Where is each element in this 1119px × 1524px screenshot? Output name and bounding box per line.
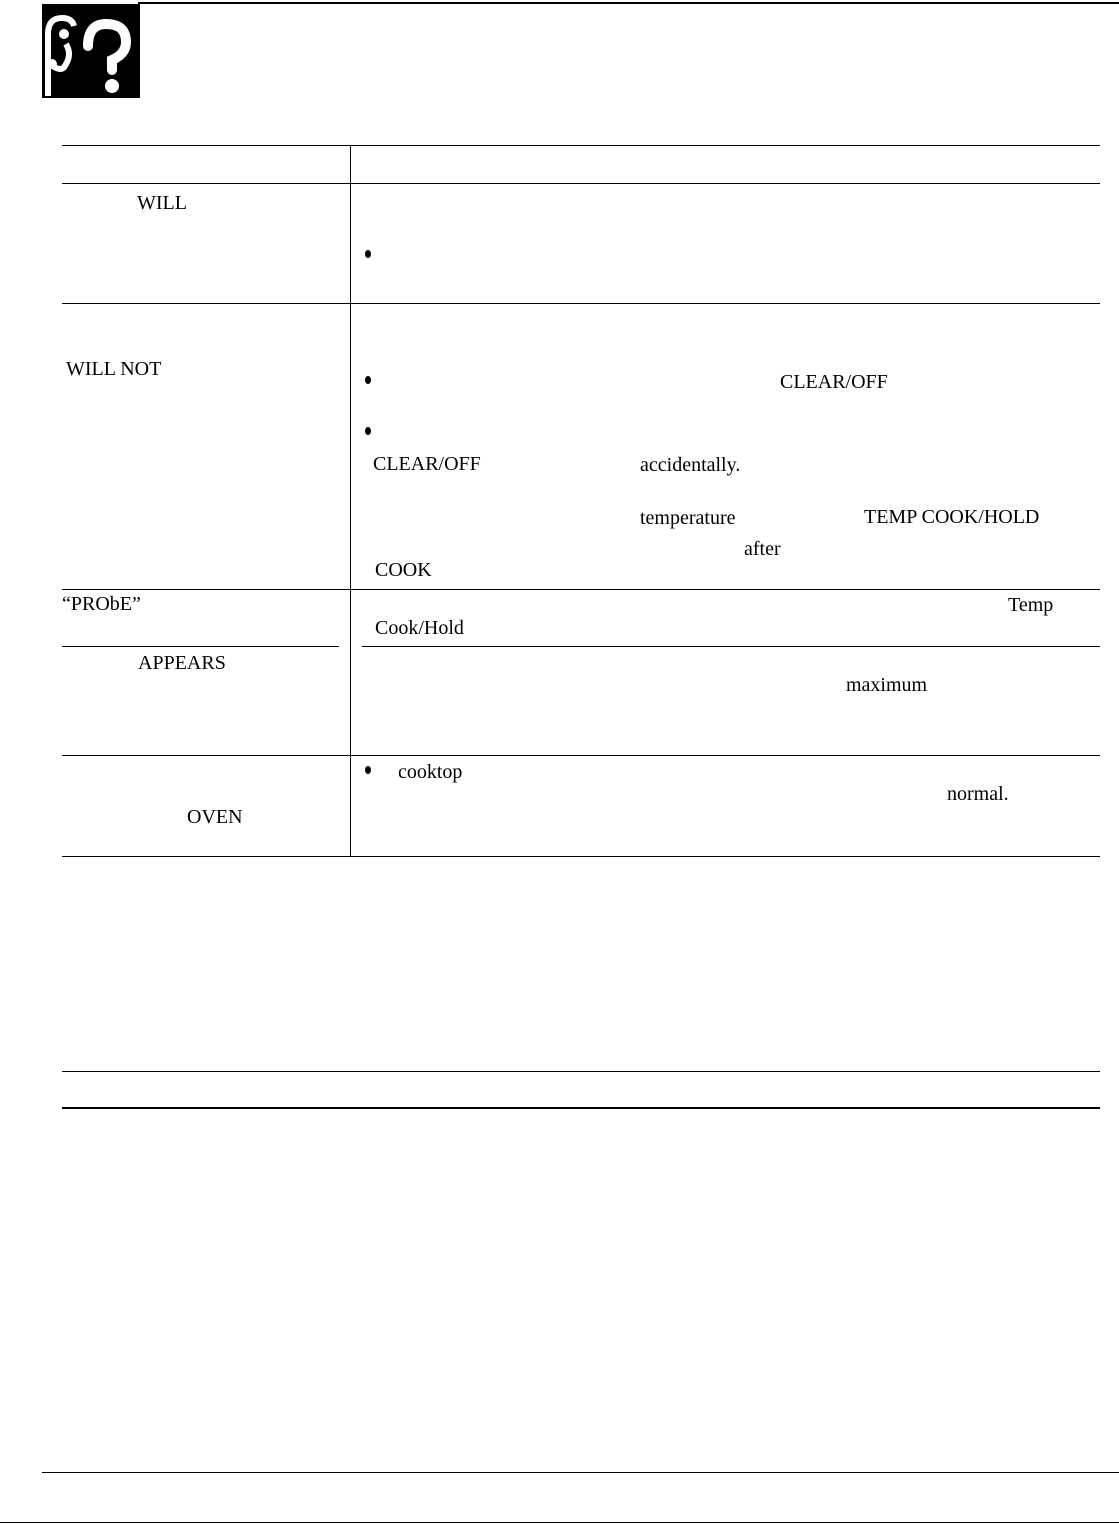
label-oven: OVEN	[187, 806, 243, 828]
bullet-2	[365, 376, 371, 384]
bullet-4	[365, 766, 371, 774]
face-question-icon	[42, 4, 140, 98]
text-temperature: temperature	[640, 507, 736, 529]
text-clear-off-1: CLEAR/OFF	[780, 371, 888, 393]
row-rule-3-right	[362, 646, 1100, 647]
row-rule-1	[62, 303, 1100, 304]
row-rule-3-left	[62, 646, 339, 647]
top-rule	[138, 2, 1119, 4]
label-probe: “PRObE”	[62, 593, 141, 615]
text-cooktop: cooktop	[398, 761, 463, 783]
text-clear-off-2: CLEAR/OFF	[373, 453, 481, 475]
bullet-3	[365, 427, 371, 435]
text-temp-cook-hold: TEMP COOK/HOLD	[864, 506, 1040, 528]
table-top-rule	[62, 145, 1100, 146]
text-after: after	[744, 538, 781, 560]
text-accidentally: accidentally.	[640, 454, 741, 476]
footer-rule-1	[42, 1472, 1119, 1473]
text-cook: COOK	[375, 559, 432, 581]
lower-rule-1	[62, 1071, 1100, 1072]
table-header-rule	[62, 183, 1100, 184]
table-bottom-rule	[62, 856, 1100, 857]
bullet-1	[365, 250, 371, 258]
label-will: WILL	[137, 192, 187, 214]
text-maximum: maximum	[846, 674, 928, 696]
label-will-not: WILL NOT	[66, 358, 162, 380]
text-temp: Temp	[1008, 594, 1054, 616]
text-normal: normal.	[947, 783, 1009, 805]
label-appears: APPEARS	[138, 652, 226, 674]
column-divider	[350, 145, 351, 857]
text-cook-hold: Cook/Hold	[375, 617, 464, 639]
footer-rule-2	[0, 1522, 1119, 1523]
lower-rule-2	[62, 1107, 1100, 1109]
row-rule-4	[62, 755, 1100, 756]
row-rule-2	[62, 589, 1100, 590]
